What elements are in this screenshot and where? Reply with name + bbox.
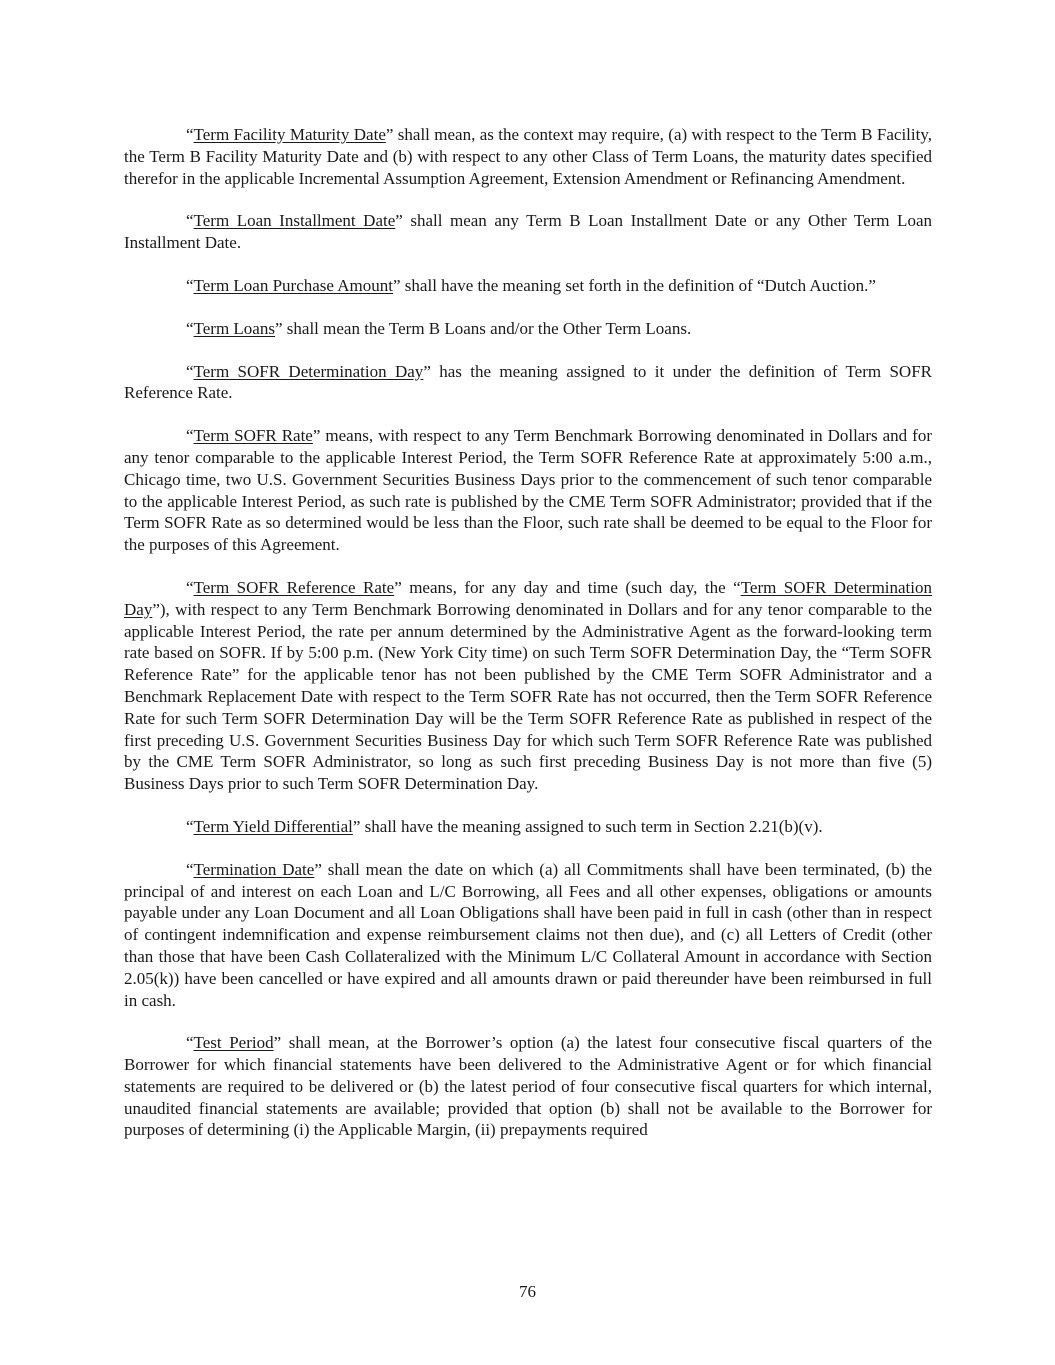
- definition-test-period: “Test Period” shall mean, at the Borrower’s option (a) the latest four consecutive fiscal quarters of the Borrower for which financial statements have been delivered to the Administrative Agent or for which financial statements are required to be delivered or (b) the latest period of four consecutive fiscal quarters for which internal, unaudited financial statements are available; provided that option (b) shall not be available to the Borrower for purposes of determining (i) the Applicable Margin, (ii) prepayments required: [124, 1033, 933, 1140]
- definition-term-sofr-reference-rate: “Term SOFR Reference Rate” means, for any day and time (such day, the “Term SOFR Determination Day”), with respect to any Term Benchmark Borrowing denominated in Dollars and for any tenor comparable to the applicable Interest Period, the rate per annum determined by the Administrative Agent as the forward-looking term rate based on SOFR. If by 5:00 p.m. (New York City time) on such Term SOFR Determination Day, the “Term SOFR Reference Rate” for the applicable tenor has not been published by the CME Term SOFR Administrator and a Benchmark Replacement Date with respect to the Term SOFR Rate has not occurred, then the Term SOFR Reference Rate for such Term SOFR Determination Day will be the Term SOFR Reference Rate as published in respect of the first preceding U.S. Government Securities Business Day for which such Term SOFR Reference Rate was published by the CME Term SOFR Administrator, so long as such first preceding Business Day is not more than five (5) Business Days prior to such Term SOFR Determination Day.: [124, 577, 933, 794]
- definition-text: ” shall mean the Term B Loans and/or the Other Term Loans.: [274, 318, 692, 338]
- definition-term-yield-differential: “Term Yield Differential” shall have the meaning assigned to such term in Section 2.21(b)(v).: [186, 816, 823, 836]
- page-number: 76: [519, 1282, 536, 1301]
- defined-term: Test Period: [193, 1033, 274, 1053]
- definition-term-loan-installment-date: “Term Loan Installment Date” shall mean any Term B Loan Installment Date or any Other Term Loan Installment Date.: [124, 211, 932, 253]
- definition-text: ” shall mean any Term B Loan Installment Date or any Other Term Loan Installment Date.: [124, 211, 932, 253]
- defined-term: Term Loans: [193, 318, 275, 338]
- definition-term-sofr-determination-day: “Term SOFR Determination Day” has the meaning assigned to it under the definition of Term SOFR Reference Rate.: [124, 361, 932, 403]
- defined-term: Term Loan Installment Date: [193, 211, 396, 231]
- definition-term-sofr-rate: “Term SOFR Rate” means, with respect to any Term Benchmark Borrowing denominated in Dollars and for any tenor comparable to the applicable Interest Period, the Term SOFR Reference Rate at approximately 5:00 a.m., Chicago time, two U.S. Government Securities Business Days prior to the commencement of such tenor comparable to the applicable Interest Period, as such rate is published by the CME Term SOFR Administrator; provided that if the Term SOFR Rate as so determined would be less than the Floor, such rate shall be deemed to be equal to the Floor for the purposes of this Agreement.: [124, 426, 932, 555]
- document-page: [124, 124, 932, 1162]
- defined-term: Term SOFR Rate: [193, 426, 313, 446]
- definition-text: ” has the meaning assigned to it under the definition of Term SOFR Reference Rate.: [124, 361, 932, 403]
- defined-term-secondary: Term SOFR Determination Day: [124, 577, 933, 619]
- definition-text: ” shall have the meaning set forth in the definition of “Dutch Auction.”: [393, 275, 876, 295]
- defined-term: Term Facility Maturity Date: [193, 125, 386, 144]
- defined-term: Termination Date: [193, 859, 315, 879]
- definition-text: ” means, with respect to any Term Benchmark Borrowing denominated in Dollars and for any tenor comparable to the applicable Interest Period, the Term SOFR Reference Rate at approximately 5:00 a.m., Chicago time, two U.S. Government Securities Business Days prior to the commencement of such tenor comparable to the applicable Interest Period, as such rate is published by the CME Term SOFR Administrator; provided that if the Term SOFR Rate as so determined would be less than the Floor, such rate shall be deemed to be equal to the Floor for the purposes of this Agreement.: [124, 426, 932, 555]
- definition-term-loan-purchase-amount: “Term Loan Purchase Amount” shall have the meaning set forth in the definition of “Dutch Auction.”: [186, 275, 876, 295]
- definition-text-intro: ” means, for any day and time (such day, the “: [394, 577, 741, 597]
- defined-term: Term Loan Purchase Amount: [193, 275, 394, 295]
- definition-term-loans: “Term Loans” shall mean the Term B Loans and/or the Other Term Loans.: [186, 318, 692, 338]
- definition-term-facility-maturity-date: “Term Facility Maturity Date” shall mean, as the context may require, (a) with respect to the Term B Facility, the Term B Facility Maturity Date and (b) with respect to any other Class of Term Loans, the maturity dates specified therefor in the applicable Incremental Assumption Agreement, Extension Amendment or Refinancing Amendment.: [124, 125, 932, 188]
- definition-text: ” shall mean the date on which (a) all Commitments shall have been terminated, (b) the principal of and interest on each Loan and L/C Borrowing, all Fees and all other expenses, obligations or amounts payable under any Loan Document and all Loan Obligations shall have been paid in full in cash (other than in respect of contingent indemnification and expense reimbursement claims not then due), and (c) all Letters of Credit (other than those that have been Cash Collateralized with the Minimum L/C Collateral Amount in accordance with Section 2.05(k)) have been cancelled or have expired and all amounts drawn or paid thereunder have been reimbursed in full in cash.: [124, 859, 932, 1010]
- definition-text: ”), with respect to any Term Benchmark Borrowing denominated in Dollars and for any tenor comparable to the applicable Interest Period, the rate per annum determined by the Administrative Agent as the forward-looking term rate based on SOFR. If by 5:00 p.m. (New York City time) on such Term SOFR Determination Day, the “Term SOFR Reference Rate” for the applicable tenor has not been published by the CME Term SOFR Administrator and a Benchmark Replacement Date with respect to the Term SOFR Rate has not occurred, then the Term SOFR Reference Rate for such Term SOFR Determination Day will be the Term SOFR Reference Rate as published in respect of the first preceding U.S. Government Securities Business Day for which such Term SOFR Reference Rate was published by the CME Term SOFR Administrator, so long as such first preceding Business Day is not more than five (5) Business Days prior to such Term SOFR Determination Day.: [124, 599, 932, 794]
- definition-text: ” shall mean, as the context may require, (a) with respect to the Term B Facility, the Term B Facility Maturity Date and (b) with respect to any other Class of Term Loans, the maturity dates specified therefor in the applicable Incremental Assumption Agreement, Extension Amendment or Refinancing Amendment.: [124, 125, 932, 188]
- definition-text: ” shall have the meaning assigned to such term in Section 2.21(b)(v).: [352, 816, 823, 836]
- defined-term: Term Yield Differential: [193, 816, 353, 836]
- defined-term: Term SOFR Determination Day: [193, 361, 424, 381]
- definition-text: ” shall mean, at the Borrower’s option (a) the latest four consecutive fiscal quarters of the Borrower for which financial statements have been delivered to the Administrative Agent or for which financial statements are required to be delivered or (b) the latest period of four consecutive fiscal quarters for which internal, unaudited financial statements are available; provided that option (b) shall not be available to the Borrower for purposes of determining (i) the Applicable Margin, (ii) prepayments required: [124, 1033, 933, 1140]
- definition-termination-date: “Termination Date” shall mean the date on which (a) all Commitments shall have been terminated, (b) the principal of and interest on each Loan and L/C Borrowing, all Fees and all other expenses, obligations or amounts payable under any Loan Document and all Loan Obligations shall have been paid in full in cash (other than in respect of contingent indemnification and expense reimbursement claims not then due), and (c) all Letters of Credit (other than those that have been Cash Collateralized with the Minimum L/C Collateral Amount in accordance with Section 2.05(k)) have been cancelled or have expired and all amounts drawn or paid thereunder have been reimbursed in full in cash.: [124, 859, 932, 1010]
- defined-term: Term SOFR Reference Rate: [193, 577, 395, 597]
